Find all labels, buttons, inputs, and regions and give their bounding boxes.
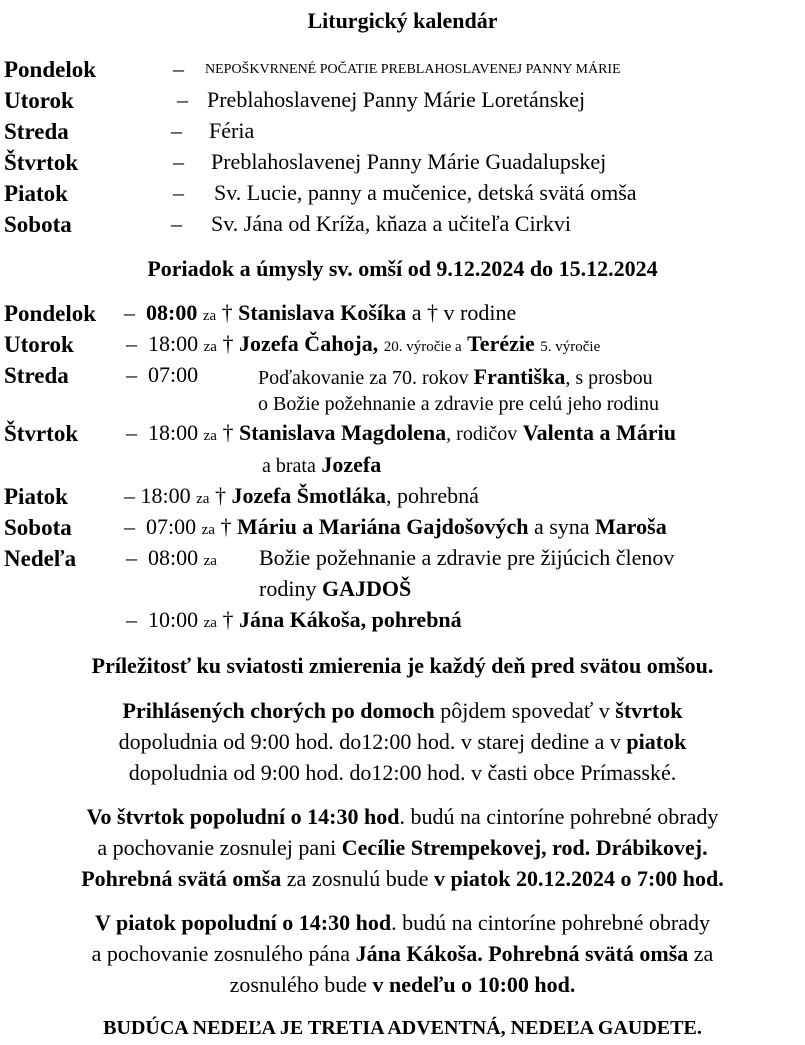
mass-intention-line2 [262,454,381,476]
calendar-feast: Preblahoslavenej Panny Márie Loretánskej [207,87,586,112]
mass-intention-name: Jozefa Čahoja, [238,331,379,356]
page-title: Liturgický kalendár [307,8,498,33]
calendar-day: Utorok [4,88,74,113]
mass-intention-name: Stanislava Košíka [238,300,407,325]
calendar-dash: – [171,211,182,236]
notice-text: . budú na cintoríne pohrebné obrady [391,910,710,935]
mass-intention-name: GAJDOŠ [321,576,412,601]
notice-text: za [688,941,714,966]
mass-za: za [203,615,217,631]
notice-line [0,912,805,934]
mass-entry [124,485,479,507]
mass-entry [4,302,516,324]
notice-line [0,974,805,996]
mass-intention-line2: o Božie požehnanie a zdravie pre celú jeho rodinu [258,393,659,415]
mass-day: Utorok [4,332,74,357]
calendar-dash: – [171,118,182,143]
mass-day: Nedeľa [4,546,77,571]
mass-day: Štvrtok [4,421,79,446]
notice-text: pôjdem spovedať v [434,698,616,723]
notice-bold: Pohrebná svätá omša [81,866,282,891]
mass-entry [126,422,676,444]
cross-icon: † [220,514,232,539]
mass-entry [126,333,600,355]
calendar-feast: NEPOŠKVRNENÉ POČATIE PREBLAHOSLAVENEJ PANNY MÁRIE [205,62,621,77]
mass-intention-name: Jána Kákoša, pohrebná [238,607,462,632]
confession-notice: Príležitosť ku sviatosti zmierenia je každý deň pred svätou omšou. [91,653,714,678]
notice-text: a pochovanie zosnulého pána [91,941,356,966]
cross-icon: † [222,420,234,445]
notice-bold: Vo štvrtok popoludní o 14:30 hod [86,804,400,829]
notice-bold: Pohrebná svätá omša [482,941,689,966]
notice-line [0,806,805,828]
calendar-feast: Sv. Lucie, panny a mučenice, detská svätá omša [214,180,637,205]
mass-intention-text: Božie požehnanie a zdravie pre žijúcich členov [259,545,675,570]
calendar-dash: – [173,149,184,174]
mass-entry [126,609,462,631]
mass-time: 08:00 [146,300,198,325]
calendar-day: Sobota [4,212,72,237]
notice-line [0,731,805,753]
mass-sep: – [126,545,137,570]
mass-intention-name: Máriu a Mariána Gajdošových [236,514,529,539]
cross-icon: † [214,483,226,508]
mass-sep: – [126,331,137,356]
mass-time: 08:00 [148,545,199,570]
notice-text: a pochovanie zosnulej pani [97,835,342,860]
mass-intention-text: rodiny [259,576,317,601]
notice-line [0,837,805,859]
mass-intention-rest: , pohrebná [386,483,479,508]
calendar-dash: – [177,87,188,112]
mass-day: Piatok [4,484,68,509]
mass-sep: – [126,607,137,632]
mass-sep: – [126,362,137,387]
mass-intention-text: , rodičov [446,423,518,445]
calendar-dash: – [173,56,184,81]
mass-intention-text: a syna [533,514,590,539]
mass-za: za [201,522,215,538]
notice-line [0,868,805,890]
notice-bold: Prihlásených chorých po domoch [122,698,435,723]
mass-sep: – [124,483,135,508]
mass-intention-name: Jozefa [321,452,382,477]
notice-text: zosnulého bude [229,972,373,997]
calendar-dash: – [173,180,184,205]
mass-day: Sobota [4,515,72,540]
calendar-feast: Féria [209,118,255,143]
notice-text: . budú na cintoríne pohrebné obrady [399,804,719,829]
notice-bold: Cecílie Strempekovej, rod. Drábikovej. [341,835,708,860]
cross-icon: † [222,607,234,632]
mass-entry [126,547,217,569]
mass-za: za [202,308,217,324]
mass-intention-name: Terézie [467,331,535,356]
mass-intention-note: 20. výročie a [383,339,462,355]
calendar-day: Pondelok [4,57,97,82]
mass-day: Pondelok [4,301,97,326]
mass-time: 10:00 [148,607,199,632]
mass-sep: – [126,420,137,445]
notice-text: dopoludnia od 9:00 hod. do12:00 hod. v starej dedine a v [118,729,627,754]
mass-intention-text: Poďakovanie za 70. rokov [258,367,469,389]
mass-intention-name: Maroša [595,514,667,539]
mass-time: 18:00 [148,420,199,445]
mass-entry [126,364,198,386]
mass-za: za [196,491,210,507]
notice-line: dopoludnia od 9:00 hod. do12:00 hod. v časti obce Prímasské. [128,760,677,785]
mass-intention-name: Valenta a Máriu [522,420,676,445]
mass-za: za [203,339,217,355]
mass-intention-text: a brata [262,455,316,477]
mass-sep: – [124,514,135,539]
mass-day: Streda [4,363,69,388]
notice-bold: v piatok 20.12.2024 o 7:00 hod. [434,866,724,891]
mass-time: 18:00 [140,483,191,508]
mass-intention-text: , s prosbou [565,367,653,389]
notice-bold: V piatok popoludní o 14:30 hod [94,910,392,935]
mass-intention-note: 5. výročie [540,339,601,355]
mass-intention-name: Jozefa Šmotláka [231,483,387,508]
notice-bold: Jána Kákoša. [355,941,483,966]
notice-line [0,700,805,722]
mass-time: 18:00 [148,331,199,356]
calendar-day: Streda [4,119,69,144]
schedule-title: Poriadok a úmysly sv. omší od 9.12.2024 do 15.12.2024 [147,256,658,281]
mass-intention-rest: a † v rodine [411,300,517,325]
cross-icon: † [222,331,234,356]
calendar-day: Štvrtok [4,150,79,175]
mass-intention [258,366,653,388]
mass-za: za [203,428,217,444]
notice-bold: v nedeľu o 10:00 hod. [372,972,576,997]
calendar-feast: Preblahoslavenej Panny Márie Guadalupskej [211,149,607,174]
notice-line [0,943,805,965]
notice-bold: štvrtok [615,698,683,723]
mass-time: 07:00 [148,362,199,387]
mass-intention-name: Stanislava Magdolena [238,420,447,445]
notice-bold: piatok [626,729,687,754]
mass-time: 07:00 [146,514,197,539]
mass-intention-line2 [259,578,411,600]
mass-entry [124,516,667,538]
mass-za: za [203,553,217,569]
notice-text: za zosnulú bude [281,866,435,891]
closing-announcement: BUDÚCA NEDEĽA JE TRETIA ADVENTNÁ, NEDEĽA GAUDETE. [103,1017,702,1039]
calendar-feast: Sv. Jána od Kríža, kňaza a učiteľa Cirkvi [211,211,571,236]
mass-sep: – [124,300,135,325]
mass-intention-name: Františka [473,364,566,389]
calendar-day: Piatok [4,181,68,206]
cross-icon: † [221,300,233,325]
